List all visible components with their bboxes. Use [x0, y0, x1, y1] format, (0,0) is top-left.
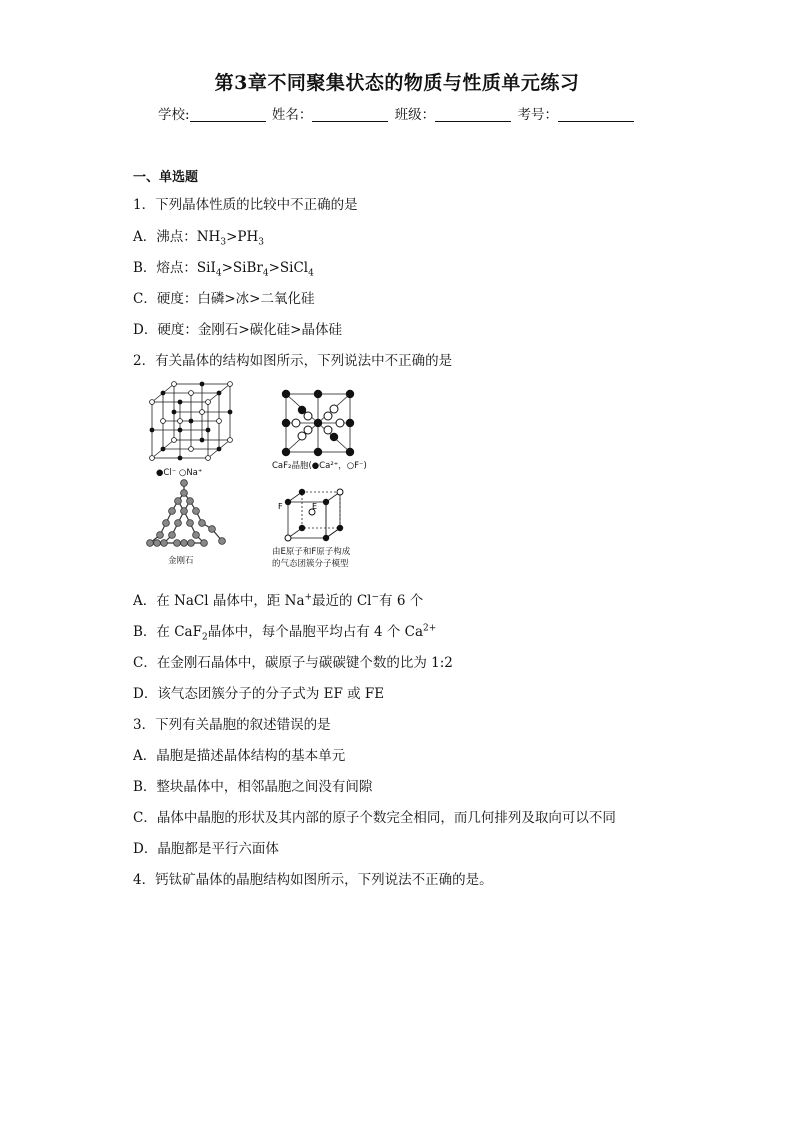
q2-option-a: A．在 NaCl 晶体中，距 Na+最近的 Cl−有 6 个: [133, 592, 424, 609]
class-label: 班级：: [394, 107, 436, 123]
ef-label-f: F: [278, 502, 283, 511]
caf2-crystal-figure: [272, 388, 367, 471]
caf2-caption: CaF₂晶胞(●Ca²⁺，○F⁻): [272, 461, 367, 471]
nacl-caption: ●Cl⁻ ○Na⁺: [156, 468, 203, 478]
page-title: 第3章不同聚集状态的物质与性质单元练习: [214, 72, 580, 94]
q3-option-b: B．整块晶体中，相邻晶胞之间没有间隙: [133, 779, 373, 795]
q2-option-b: B．在 CaF$_2$晶体中，每个晶胞平均占有 4 个 $Ca^{2+}$: [133, 623, 437, 643]
ef-caption-line1: 由E原子和F原子构成: [272, 547, 351, 557]
q3-option-d: D．晶胞都是平行六面体: [133, 841, 279, 857]
school-blank: [190, 107, 266, 122]
exam-no-blank: [558, 107, 634, 122]
q1-option-b: B．熔点：SiI$_4$>SiBr$_4$>SiCl$_4$: [133, 260, 314, 279]
q3-option-c: C．晶体中晶胞的形状及其内部的原子个数完全相同，而几何排列及取向可以不同: [133, 810, 616, 826]
name-blank: [312, 107, 388, 122]
class-blank: [435, 107, 511, 122]
ef-label-e: E: [312, 502, 318, 511]
diamond-figure: [142, 479, 234, 566]
q1-option-c: C．硬度：白磷>冰>二氧化硅: [133, 291, 315, 307]
ef-caption-line2: 的气态团簇分子模型: [272, 559, 349, 569]
diamond-caption: 金刚石: [168, 556, 194, 566]
nacl-crystal-figure: [146, 380, 236, 478]
q2-stem: 2．有关晶体的结构如图所示，下列说法中不正确的是: [133, 353, 453, 369]
name-label: 姓名：: [271, 107, 313, 123]
q2-option-c: C．在金刚石晶体中，碳原子与碳碳键个数的比为 1:2: [133, 655, 453, 671]
q1-stem: 1．下列晶体性质的比较中不正确的是: [133, 197, 358, 213]
student-info: [0, 103, 794, 123]
q1-option-a: A．沸点：$NH_3>PH_3$: [133, 229, 264, 248]
q1-option-d: D．硬度：金刚石>碳化硅>晶体硅: [133, 322, 342, 338]
school-label: 学校:: [158, 107, 190, 123]
q3-stem: 3．下列有关晶胞的叙述错误的是: [133, 717, 331, 733]
q3-option-a: A．晶胞是描述晶体结构的基本单元: [133, 748, 346, 764]
q4-stem: 4．钙钛矿晶体的晶胞结构如图所示，下列说法不正确的是。: [133, 872, 493, 888]
q2-option-d: D．该气态团簇分子的分子式为 EF 或 FE: [133, 686, 385, 702]
section-title: 一、单选题: [133, 170, 199, 185]
exam-no-label: 考号：: [517, 107, 558, 123]
ef-cluster-figure: [272, 488, 362, 569]
